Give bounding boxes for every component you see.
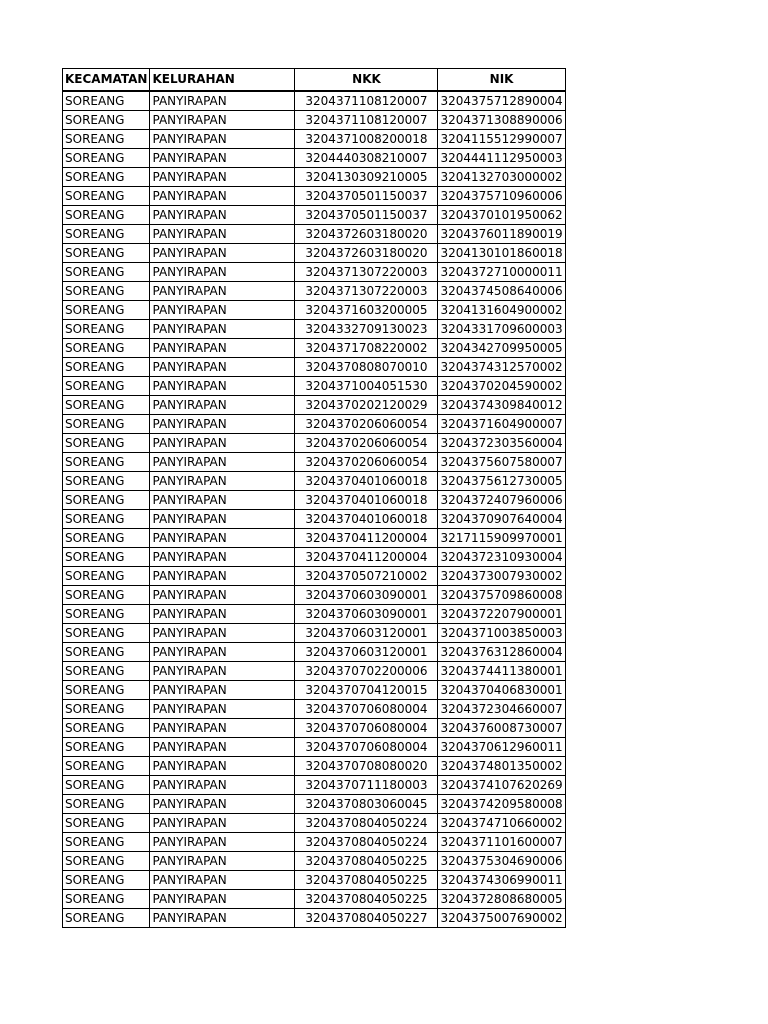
nik-cell: 3204375007690002 [438, 908, 565, 927]
table-row [63, 509, 566, 528]
table-row [63, 775, 566, 794]
nik-cell: 3204372407960006 [438, 490, 565, 509]
table-row [63, 623, 566, 642]
nkk-cell: 3204370804050224 [295, 832, 438, 851]
table-row [63, 262, 566, 281]
nik-cell: 3204372808680005 [438, 889, 565, 908]
table-row [63, 319, 566, 338]
kelurahan-cell: PANYIRAPAN [150, 281, 295, 300]
kecamatan-cell: SOREANG [63, 148, 150, 167]
kelurahan-cell: PANYIRAPAN [150, 566, 295, 585]
table-row [63, 832, 566, 851]
nik-cell: 3204375709860008 [438, 585, 565, 604]
table-row [63, 547, 566, 566]
table-body [63, 91, 566, 928]
kelurahan-cell: PANYIRAPAN [150, 300, 295, 319]
kelurahan-cell: PANYIRAPAN [150, 623, 295, 642]
nik-cell: 3204372310930004 [438, 547, 565, 566]
nkk-cell: 3204370708080020 [295, 756, 438, 775]
kelurahan-cell: PANYIRAPAN [150, 889, 295, 908]
kelurahan-cell: PANYIRAPAN [150, 243, 295, 262]
table-row [63, 243, 566, 262]
kelurahan-cell: PANYIRAPAN [150, 528, 295, 547]
kecamatan-cell: SOREANG [63, 813, 150, 832]
header-kecamatan: KECAMATAN [63, 69, 150, 91]
nkk-cell: 3204372603180020 [295, 224, 438, 243]
table-row [63, 851, 566, 870]
table-row [63, 661, 566, 680]
nkk-cell: 3204130309210005 [295, 167, 438, 186]
nik-cell: 3204371101600007 [438, 832, 565, 851]
nkk-cell: 3204371108120007 [295, 110, 438, 129]
kecamatan-cell: SOREANG [63, 262, 150, 281]
kelurahan-cell: PANYIRAPAN [150, 452, 295, 471]
kecamatan-cell: SOREANG [63, 205, 150, 224]
table-row [63, 224, 566, 243]
kecamatan-cell: SOREANG [63, 794, 150, 813]
kelurahan-cell: PANYIRAPAN [150, 433, 295, 452]
kelurahan-cell: PANYIRAPAN [150, 642, 295, 661]
kecamatan-cell: SOREANG [63, 737, 150, 756]
table-row [63, 756, 566, 775]
nik-cell: 3204374710660002 [438, 813, 565, 832]
nik-cell: 3204372303560004 [438, 433, 565, 452]
kelurahan-cell: PANYIRAPAN [150, 471, 295, 490]
kelurahan-cell: PANYIRAPAN [150, 186, 295, 205]
kecamatan-cell: SOREANG [63, 414, 150, 433]
nik-cell: 3204371003850003 [438, 623, 565, 642]
nik-cell: 3204375304690006 [438, 851, 565, 870]
nkk-cell: 3204370804050225 [295, 889, 438, 908]
nik-cell: 3204375710960006 [438, 186, 565, 205]
table-row [63, 889, 566, 908]
kelurahan-cell: PANYIRAPAN [150, 414, 295, 433]
nkk-cell: 3204371108120007 [295, 91, 438, 111]
table-row [63, 718, 566, 737]
header-nkk: NKK [295, 69, 438, 91]
table-row [63, 471, 566, 490]
kecamatan-cell: SOREANG [63, 395, 150, 414]
kelurahan-cell: PANYIRAPAN [150, 357, 295, 376]
kecamatan-cell: SOREANG [63, 338, 150, 357]
nik-cell: 3204374107620269 [438, 775, 565, 794]
table-row [63, 300, 566, 319]
nik-cell: 3204371308890006 [438, 110, 565, 129]
nkk-cell: 3204370803060045 [295, 794, 438, 813]
table-row [63, 794, 566, 813]
nkk-cell: 3204371008200018 [295, 129, 438, 148]
table-row [63, 870, 566, 889]
kecamatan-cell: SOREANG [63, 642, 150, 661]
nkk-cell: 3204370501150037 [295, 205, 438, 224]
nik-cell: 3217115909970001 [438, 528, 565, 547]
nkk-cell: 3204370706080004 [295, 737, 438, 756]
kelurahan-cell: PANYIRAPAN [150, 167, 295, 186]
kecamatan-cell: SOREANG [63, 547, 150, 566]
nik-cell: 3204374309840012 [438, 395, 565, 414]
kecamatan-cell: SOREANG [63, 756, 150, 775]
table-row [63, 281, 566, 300]
kelurahan-cell: PANYIRAPAN [150, 775, 295, 794]
nkk-cell: 3204370804050225 [295, 870, 438, 889]
data-sheet [62, 68, 566, 928]
nkk-cell: 3204370704120015 [295, 680, 438, 699]
nkk-cell: 3204370706080004 [295, 699, 438, 718]
nkk-cell: 3204371307220003 [295, 262, 438, 281]
kelurahan-cell: PANYIRAPAN [150, 129, 295, 148]
kelurahan-cell: PANYIRAPAN [150, 680, 295, 699]
table-row [63, 357, 566, 376]
kecamatan-cell: SOREANG [63, 775, 150, 794]
nkk-cell: 3204370206060054 [295, 414, 438, 433]
nkk-cell: 3204370706080004 [295, 718, 438, 737]
kecamatan-cell: SOREANG [63, 243, 150, 262]
nkk-cell: 3204332709130023 [295, 319, 438, 338]
table-row [63, 167, 566, 186]
nik-cell: 3204371604900007 [438, 414, 565, 433]
kelurahan-cell: PANYIRAPAN [150, 509, 295, 528]
kelurahan-cell: PANYIRAPAN [150, 319, 295, 338]
kecamatan-cell: SOREANG [63, 832, 150, 851]
nkk-cell: 3204370401060018 [295, 509, 438, 528]
kelurahan-cell: PANYIRAPAN [150, 110, 295, 129]
nik-cell: 3204372304660007 [438, 699, 565, 718]
kecamatan-cell: SOREANG [63, 433, 150, 452]
nik-cell: 3204374312570002 [438, 357, 565, 376]
nkk-cell: 3204370603120001 [295, 623, 438, 642]
nik-cell: 3204441112950003 [438, 148, 565, 167]
kecamatan-cell: SOREANG [63, 623, 150, 642]
kelurahan-cell: PANYIRAPAN [150, 870, 295, 889]
kelurahan-cell: PANYIRAPAN [150, 338, 295, 357]
kelurahan-cell: PANYIRAPAN [150, 224, 295, 243]
nkk-cell: 3204370202120029 [295, 395, 438, 414]
kelurahan-cell: PANYIRAPAN [150, 718, 295, 737]
table-row [63, 642, 566, 661]
kecamatan-cell: SOREANG [63, 604, 150, 623]
kelurahan-cell: PANYIRAPAN [150, 661, 295, 680]
table-row [63, 395, 566, 414]
table-row [63, 680, 566, 699]
kecamatan-cell: SOREANG [63, 566, 150, 585]
kecamatan-cell: SOREANG [63, 357, 150, 376]
kecamatan-cell: SOREANG [63, 509, 150, 528]
nkk-cell: 3204370808070010 [295, 357, 438, 376]
nik-cell: 3204374801350002 [438, 756, 565, 775]
kecamatan-cell: SOREANG [63, 110, 150, 129]
nik-cell: 3204373007930002 [438, 566, 565, 585]
nik-cell: 3204374209580008 [438, 794, 565, 813]
header-kelurahan: KELURAHAN [150, 69, 295, 91]
kelurahan-cell: PANYIRAPAN [150, 148, 295, 167]
nkk-cell: 3204440308210007 [295, 148, 438, 167]
table-row [63, 205, 566, 224]
kecamatan-cell: SOREANG [63, 490, 150, 509]
kecamatan-cell: SOREANG [63, 224, 150, 243]
kelurahan-cell: PANYIRAPAN [150, 262, 295, 281]
table-row [63, 908, 566, 927]
table-row [63, 528, 566, 547]
kelurahan-cell: PANYIRAPAN [150, 832, 295, 851]
nkk-cell: 3204371004051530 [295, 376, 438, 395]
kecamatan-cell: SOREANG [63, 300, 150, 319]
kelurahan-cell: PANYIRAPAN [150, 604, 295, 623]
table-row [63, 452, 566, 471]
population-table [62, 68, 566, 928]
nkk-cell: 3204370411200004 [295, 528, 438, 547]
kelurahan-cell: PANYIRAPAN [150, 490, 295, 509]
header-row [63, 69, 566, 91]
nik-cell: 3204130101860018 [438, 243, 565, 262]
kecamatan-cell: SOREANG [63, 376, 150, 395]
nkk-cell: 3204370804050224 [295, 813, 438, 832]
kecamatan-cell: SOREANG [63, 528, 150, 547]
nik-cell: 3204376011890019 [438, 224, 565, 243]
nik-cell: 3204374508640006 [438, 281, 565, 300]
nik-cell: 3204115512990007 [438, 129, 565, 148]
kecamatan-cell: SOREANG [63, 699, 150, 718]
nkk-cell: 3204370401060018 [295, 490, 438, 509]
nik-cell: 3204375712890004 [438, 91, 565, 111]
nik-cell: 3204374411380001 [438, 661, 565, 680]
nkk-cell: 3204372603180020 [295, 243, 438, 262]
nik-cell: 3204370907640004 [438, 509, 565, 528]
nkk-cell: 3204370702200006 [295, 661, 438, 680]
kecamatan-cell: SOREANG [63, 452, 150, 471]
nik-cell: 3204372710000011 [438, 262, 565, 281]
nik-cell: 3204376312860004 [438, 642, 565, 661]
nkk-cell: 3204370206060054 [295, 452, 438, 471]
kelurahan-cell: PANYIRAPAN [150, 794, 295, 813]
header-nik: NIK [438, 69, 565, 91]
table-row [63, 813, 566, 832]
nkk-cell: 3204370206060054 [295, 433, 438, 452]
kecamatan-cell: SOREANG [63, 908, 150, 927]
table-row [63, 129, 566, 148]
table-row [63, 604, 566, 623]
kelurahan-cell: PANYIRAPAN [150, 908, 295, 927]
nkk-cell: 3204371603200005 [295, 300, 438, 319]
kecamatan-cell: SOREANG [63, 186, 150, 205]
kecamatan-cell: SOREANG [63, 661, 150, 680]
nkk-cell: 3204370507210002 [295, 566, 438, 585]
nik-cell: 3204370101950062 [438, 205, 565, 224]
kecamatan-cell: SOREANG [63, 870, 150, 889]
kelurahan-cell: PANYIRAPAN [150, 547, 295, 566]
nkk-cell: 3204371708220002 [295, 338, 438, 357]
nkk-cell: 3204370804050227 [295, 908, 438, 927]
nik-cell: 3204331709600003 [438, 319, 565, 338]
kecamatan-cell: SOREANG [63, 471, 150, 490]
kecamatan-cell: SOREANG [63, 129, 150, 148]
kecamatan-cell: SOREANG [63, 281, 150, 300]
nik-cell: 3204370612960011 [438, 737, 565, 756]
nkk-cell: 3204370401060018 [295, 471, 438, 490]
table-row [63, 414, 566, 433]
nik-cell: 3204374306990011 [438, 870, 565, 889]
nik-cell: 3204375607580007 [438, 452, 565, 471]
kelurahan-cell: PANYIRAPAN [150, 699, 295, 718]
nkk-cell: 3204370804050225 [295, 851, 438, 870]
table-row [63, 376, 566, 395]
table-row [63, 490, 566, 509]
kecamatan-cell: SOREANG [63, 585, 150, 604]
table-row [63, 737, 566, 756]
kelurahan-cell: PANYIRAPAN [150, 737, 295, 756]
kelurahan-cell: PANYIRAPAN [150, 585, 295, 604]
kelurahan-cell: PANYIRAPAN [150, 205, 295, 224]
nik-cell: 3204132703000002 [438, 167, 565, 186]
nkk-cell: 3204370603120001 [295, 642, 438, 661]
nik-cell: 3204376008730007 [438, 718, 565, 737]
table-row [63, 186, 566, 205]
kelurahan-cell: PANYIRAPAN [150, 756, 295, 775]
nkk-cell: 3204371307220003 [295, 281, 438, 300]
nkk-cell: 3204370501150037 [295, 186, 438, 205]
kelurahan-cell: PANYIRAPAN [150, 813, 295, 832]
kecamatan-cell: SOREANG [63, 680, 150, 699]
nkk-cell: 3204370711180003 [295, 775, 438, 794]
table-row [63, 433, 566, 452]
nik-cell: 3204370406830001 [438, 680, 565, 699]
kecamatan-cell: SOREANG [63, 718, 150, 737]
kecamatan-cell: SOREANG [63, 91, 150, 111]
nik-cell: 3204342709950005 [438, 338, 565, 357]
nkk-cell: 3204370603090001 [295, 604, 438, 623]
table-row [63, 148, 566, 167]
table-row [63, 699, 566, 718]
table-row [63, 91, 566, 111]
nik-cell: 3204375612730005 [438, 471, 565, 490]
table-row [63, 110, 566, 129]
nik-cell: 3204372207900001 [438, 604, 565, 623]
nik-cell: 3204370204590002 [438, 376, 565, 395]
table-row [63, 566, 566, 585]
nkk-cell: 3204370411200004 [295, 547, 438, 566]
kelurahan-cell: PANYIRAPAN [150, 851, 295, 870]
kecamatan-cell: SOREANG [63, 319, 150, 338]
kecamatan-cell: SOREANG [63, 167, 150, 186]
kecamatan-cell: SOREANG [63, 889, 150, 908]
kelurahan-cell: PANYIRAPAN [150, 376, 295, 395]
nik-cell: 3204131604900002 [438, 300, 565, 319]
table-row [63, 585, 566, 604]
kecamatan-cell: SOREANG [63, 851, 150, 870]
nkk-cell: 3204370603090001 [295, 585, 438, 604]
kelurahan-cell: PANYIRAPAN [150, 91, 295, 111]
kelurahan-cell: PANYIRAPAN [150, 395, 295, 414]
table-row [63, 338, 566, 357]
